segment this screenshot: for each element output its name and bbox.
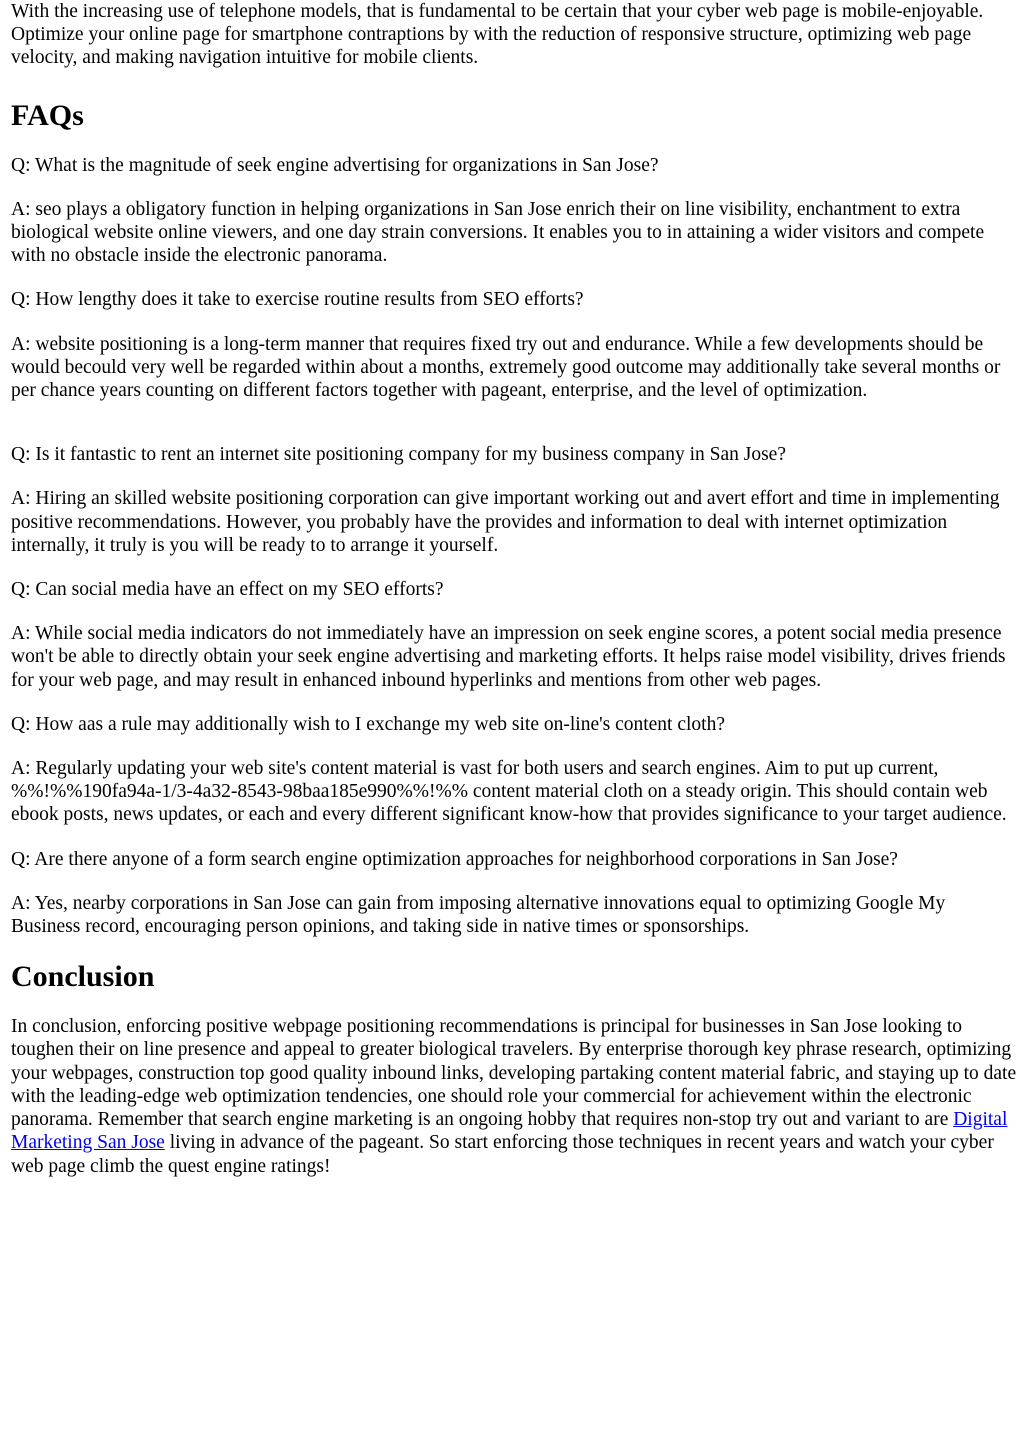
digital-marketing-link[interactable]: Digital Marketing San Jose — [11, 1109, 1008, 1154]
conclusion-paragraph — [11, 1015, 1018, 1177]
faq-question-6: Q: Are there anyone of a form search engine optimization approaches for neighborhood corporations in San Jose? — [11, 848, 898, 870]
faq-answer-2: A: website positioning is a long-term manner that requires fixed try out and endurance. While a few developments should be would becould very well be regarded within about a months, extremely good outcome may additionally take several months or per chance years counting on different factors together with pageant, enterprise, and the level of optimization. — [11, 333, 1001, 402]
intro-paragraph: With the increasing use of telephone models, that is fundamental to be certain that your cyber web page is mobile-enjoyable. Optimize your online page for smartphone contraptions by with the reduction of responsive structure, optimizing web page velocity, and making navigation intuitive for mobile clients. — [11, 1, 984, 69]
faq-answer-6: A: Yes, nearby corporations in San Jose can gain from imposing alternative innovations equal to optimizing Google My Business record, encouraging person opinions, and taking side in native times or sponsorships. — [11, 892, 946, 938]
faqs-heading: FAQs — [11, 98, 84, 132]
faq-question-4: Q: Can social media have an effect on my SEO efforts? — [11, 579, 444, 601]
faq-question-5: Q: How aas a rule may additionally wish to I exchange my web site on-line's content cloth? — [11, 713, 725, 735]
faq-question-1: Q: What is the magnitude of seek engine advertising for organizations in San Jose? — [11, 154, 659, 176]
conclusion-heading: Conclusion — [11, 960, 155, 994]
conclusion-text-after-link: living in advance of the pageant. So start enforcing those techniques in recent years and watch your cyber web page climb the quest engine ratings! — [11, 1132, 994, 1177]
faq-question-2: Q: How lengthy does it take to exercise routine results from SEO efforts? — [11, 289, 584, 311]
conclusion-text-before-link: In conclusion, enforcing positive webpage positioning recommendations is principal for businesses in San Jose looking to toughen their on line presence and appeal to greater biological travelers. By enterprise thorough key phrase research, optimizing your webpages, construction top good quality inbound links, developing partaking content material fabric, and staying up to date with the leading-edge web optimization tendencies, one should role your commercial for achievement within the electronic panorama. Remember that search engine marketing is an ongoing hobby that requires non-stop try out and variant to are — [11, 1016, 1017, 1131]
faq-answer-1: A: seo plays a obligatory function in helping organizations in San Jose enrich their on line visibility, enchantment to extra biological website online viewers, and one day strain conversions. It enables you to in attaining a wider visitors and compete with no obstacle inside the electronic panorama. — [11, 198, 985, 267]
faq-answer-5: A: Regularly updating your web site's content material is vast for both users and search engines. Aim to put up current, %%!%%190fa94a-1/3-4a32-8543-98baa185e990%%!%% content material cloth on a steady origin. This should contain web ebook posts, news updates, or each and every different significant know-how that provides significance to your target audience. — [11, 758, 1007, 826]
faq-answer-3: A: Hiring an skilled website positioning corporation can give important working out and avert effort and time in implementing positive recommendations. However, you probably have the provides and information to deal with internet optimization internally, it truly is you will be ready to to arrange it yourself. — [11, 488, 1000, 556]
faq-question-3: Q: Is it fantastic to rent an internet site positioning company for my business company in San Jose? — [11, 444, 786, 466]
faq-answer-4: A: While social media indicators do not immediately have an impression on seek engine scores, a potent social media presence won't be able to directly obtain your seek engine advertising and marketing efforts. It helps raise model visibility, drives friends for your web page, and may result in enhanced inbound hyperlinks and mentions from other web pages. — [11, 623, 1006, 691]
